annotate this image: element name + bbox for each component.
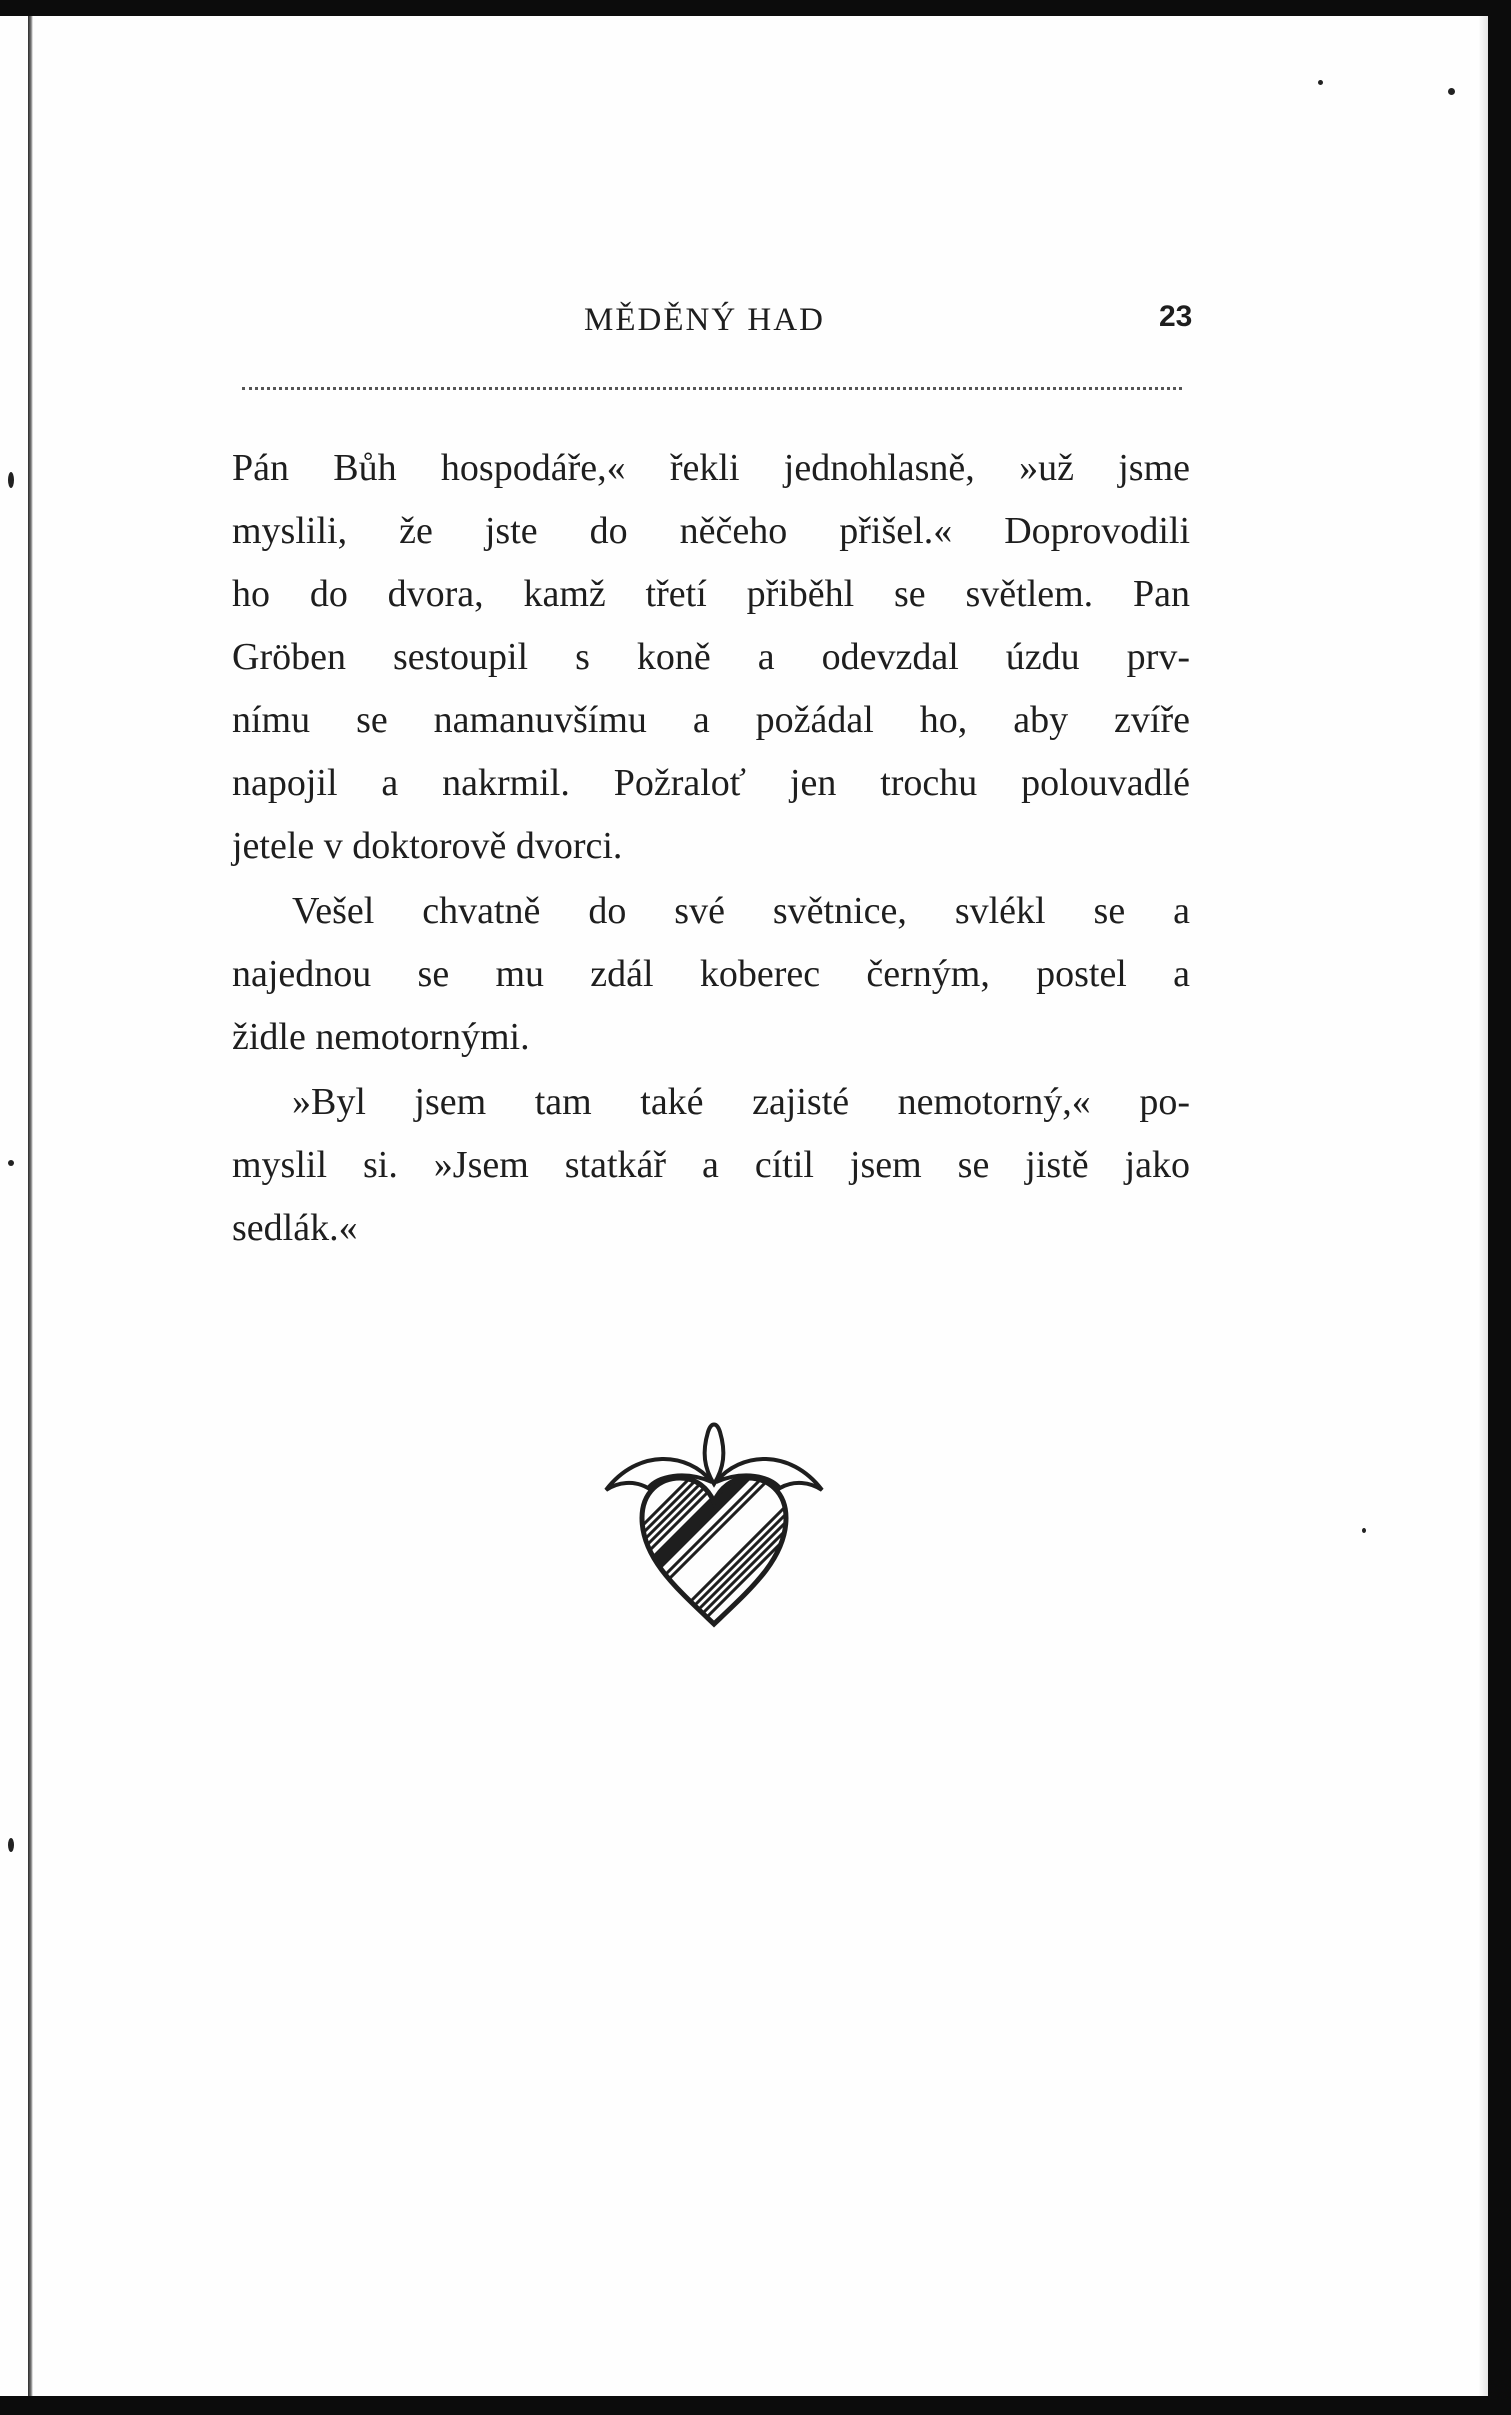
text-line: najednou se mu zdál koberec černým, postel a	[232, 953, 1190, 995]
text-line: nímu se namanuvšímu a požádal ho, aby zvíře	[232, 699, 1190, 741]
text-line: židle nemotornými.	[232, 1016, 530, 1058]
scan-speck	[8, 472, 14, 488]
text-line: myslil si. »Jsem statkář a cítil jsem se jistě jako	[232, 1144, 1190, 1186]
running-title: MĚDĚNÝ HAD	[584, 302, 825, 338]
scan-edge-left	[28, 16, 33, 2396]
scan-edge-right	[1488, 16, 1511, 2396]
scan-edge-top	[0, 0, 1511, 16]
text-line: jetele v doktorově dvorci.	[232, 825, 623, 867]
scan-speck	[1362, 1528, 1366, 1533]
text-line: Gröben sestoupil s koně a odevzdal úzdu prv-	[232, 636, 1190, 678]
text-line: ho do dvora, kamž třetí přiběhl se světlem. Pan	[232, 573, 1190, 615]
scan-edge-bottom	[0, 2396, 1511, 2415]
scan-speck	[8, 1160, 14, 1166]
text-line: Pán Bůh hospodáře,« řekli jednohlasně, »už jsme	[232, 447, 1190, 489]
text-line: myslili, že jste do něčeho přišel.« Doprovodili	[232, 510, 1190, 552]
text-line: napojil a nakrmil. Požraloť jen trochu polouvadlé	[232, 762, 1190, 804]
scan-edge-right-shadow	[1478, 16, 1488, 2396]
text-line: sedlák.«	[232, 1207, 358, 1249]
text-line: Vešel chvatně do své světnice, svlékl se a	[292, 890, 1190, 932]
scan-speck	[8, 1838, 14, 1852]
header-rule	[242, 387, 1182, 390]
scan-speck	[1448, 88, 1455, 95]
scan-speck	[1318, 80, 1323, 85]
text-line: »Byl jsem tam také zajisté nemotorný,« po-	[292, 1081, 1190, 1123]
page-number: 23	[1159, 300, 1193, 333]
heart-with-leaves-icon	[598, 1412, 830, 1630]
